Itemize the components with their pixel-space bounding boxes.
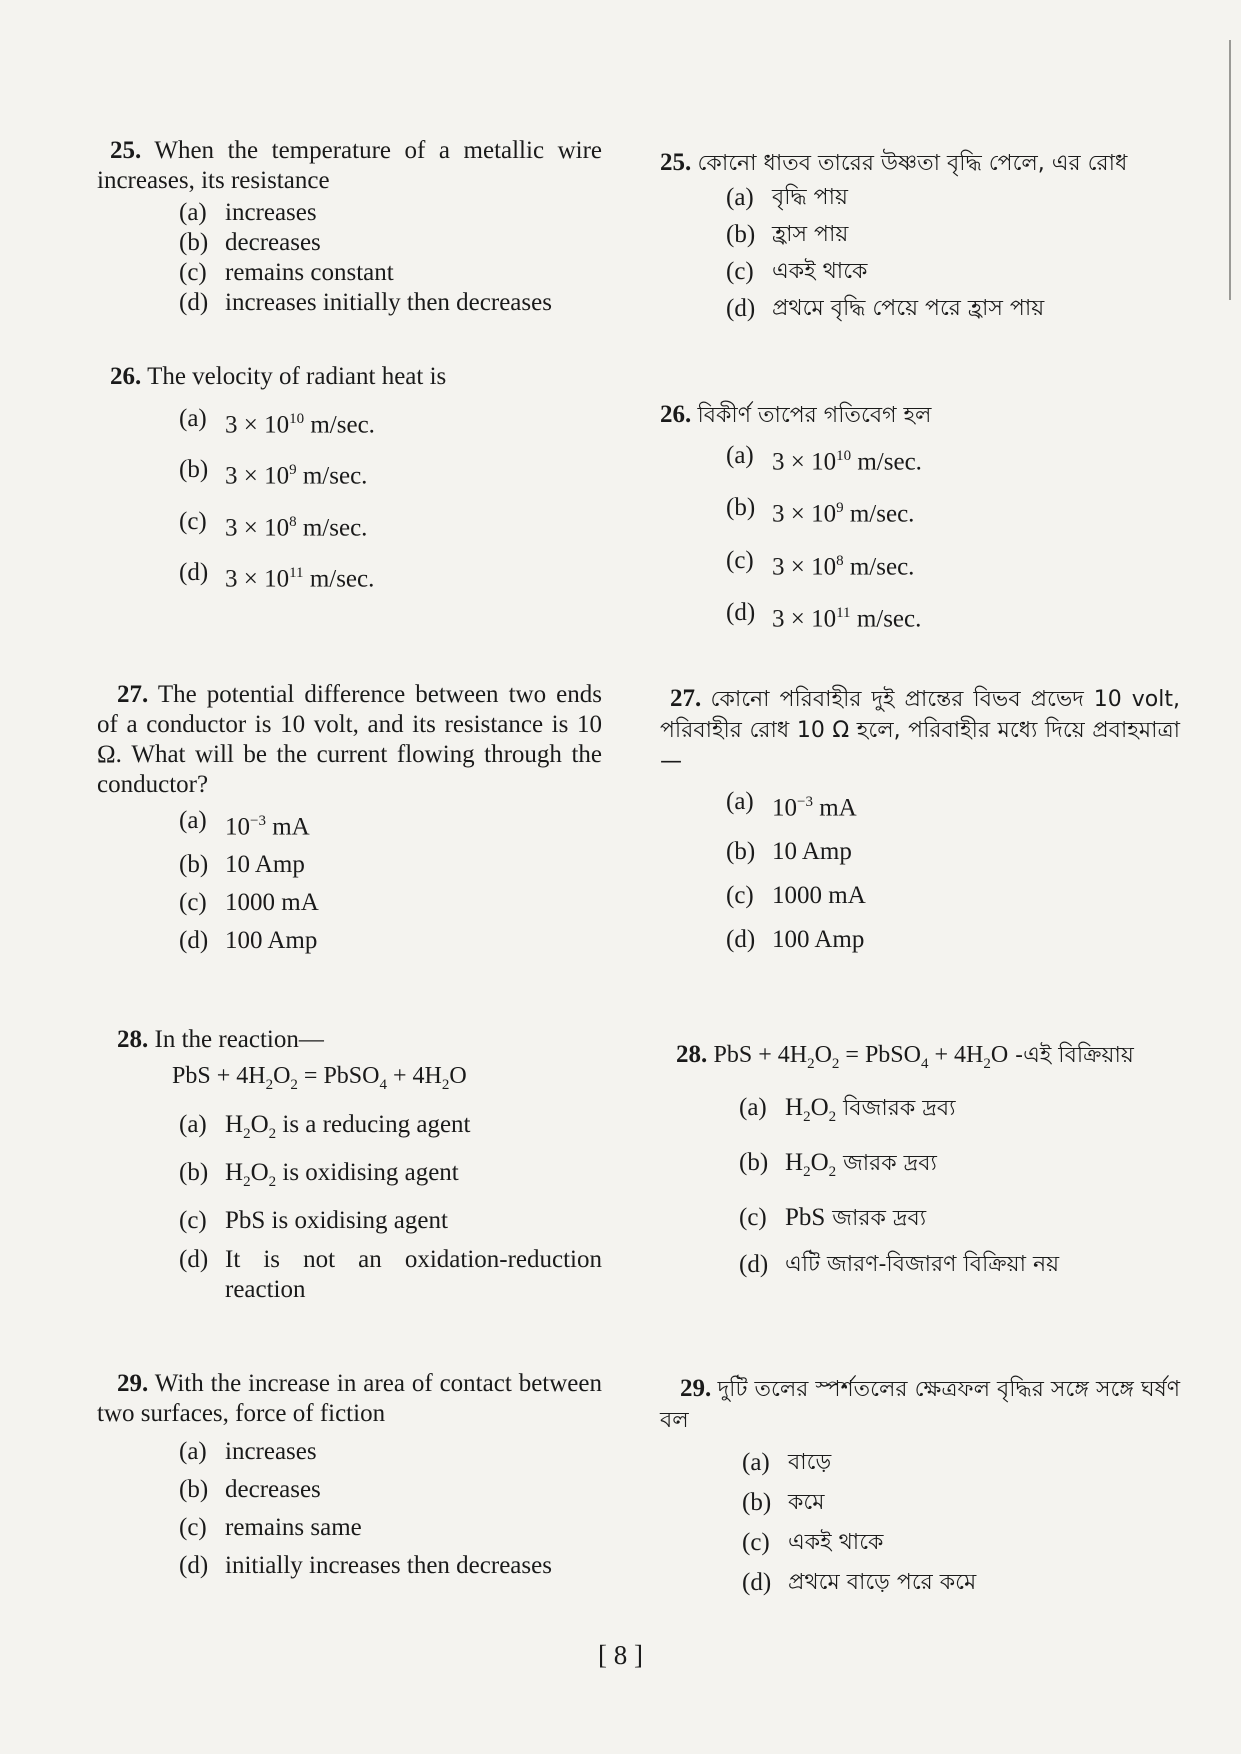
question-26-bn: 26. বিকীর্ণ তাপের গতিবেগ হল (a) $3 \times 10^{10}$ m/sec. (b) $3 \times 10^9$ m/sec. (c) $3 \times 10^8$ m/sec. (d) $3 \times 10^{11}$ m/sec. <box>660 400 1180 634</box>
question-28-bn: 28. PbS + $4H_2O_2$ = PbSO$_4$ + $4H_2O$ -এই বিক্রিয়ায় (a) $H_2O_2$ বিজারক দ্রব্য (b) $H_2O_2$ জারক দ্রব্য (c) PbS জারক দ্রব্য (d) এটি জারণ-বিজারণ বিক্রিয়া নয় <box>660 1040 1180 1280</box>
option-d: (d) প্রথমে বৃদ্ধি পেয়ে পরে হ্রাস পায় <box>726 295 1045 322</box>
page-number: [ 8 ] <box>598 1640 643 1670</box>
option-a: (a) বৃদ্ধি পায় <box>726 184 848 211</box>
option-d: (d) increases initially then decreases <box>179 289 552 316</box>
option-a: (a) $H_2O_2$ is a reducing agent <box>179 1110 471 1142</box>
option-d: (d) প্রথমে বাড়ে পরে কমে <box>742 1569 977 1596</box>
option-a: (a) $3 \times 10^{10}$ m/sec. <box>179 405 375 439</box>
option-c: (c) একই থাকে <box>742 1529 884 1556</box>
option-c: (c) একই থাকে <box>726 258 868 285</box>
option-d: (d) initially increases then decreases <box>179 1552 552 1579</box>
option-c: (c) remains constant <box>179 259 394 286</box>
option-a: (a) $3 \times 10^{10}$ m/sec. <box>726 442 922 476</box>
option-a: (a) $H_2O_2$ বিজারক দ্রব্য <box>739 1093 956 1125</box>
option-d: (d) It is not an oxidation-reduction reaction <box>179 1245 602 1303</box>
question-29-en: 29. With the increase in area of contact between two surfaces, force of fiction (a) increases (b) decreases (c) remains same (d) initially increases then decreases <box>97 1370 602 1579</box>
question-27-en: 27. The potential difference between two ends of a conductor is 10 volt, and its resistance is 10 Ω. What will be the current flowing through the conductor? (a) $10^{-3}$ mA (b) 10 Amp (c) 1000 mA (d) 100 Amp <box>97 681 602 955</box>
option-b: (b) decreases <box>179 1476 321 1503</box>
option-b: (b) 10 Amp <box>726 838 852 866</box>
option-c: (c) PbS জারক দ্রব্য <box>739 1203 927 1231</box>
option-d: (d) 100 Amp <box>726 926 865 954</box>
option-c: (c) PbS is oxidising agent <box>179 1206 448 1234</box>
question-28-en: 28. In the reaction— PbS + $4H_2O_2$ = PbSO$_4$ + $4H_2O$ (a) $H_2O_2$ is a reducing agent (b) $H_2O_2$ is oxidising agent (c) PbS is oxidising agent (d) It is not an oxidation-reduction reaction <box>97 1025 602 1305</box>
option-c: (c) remains same <box>179 1514 362 1541</box>
option-a: (a) increases <box>179 199 317 226</box>
option-b: (b) decreases <box>179 229 321 256</box>
option-d: (d) $3 \times 10^{11}$ m/sec. <box>726 598 922 633</box>
option-d: (d) এটি জারণ-বিজারণ বিক্রিয়া নয় <box>739 1250 1060 1278</box>
option-b: (b) $H_2O_2$ is oxidising agent <box>179 1158 459 1190</box>
option-a: (a) $10^{-3}$ mA <box>726 788 857 822</box>
option-c: (c) 1000 mA <box>726 882 866 910</box>
option-c: (c) $3 \times 10^8$ m/sec. <box>179 507 368 541</box>
question-26-en: 26. The velocity of radiant heat is (a) $3 \times 10^{10}$ m/sec. (b) $3 \times 10^9$ m/sec. (c) $3 \times 10^8$ m/sec. (d) $3 \times 10^{11}$ m/sec. <box>97 362 602 594</box>
option-c: (c) $3 \times 10^8$ m/sec. <box>726 546 915 580</box>
page-edge-shadow <box>1229 40 1231 300</box>
option-a: (a) $10^{-3}$ mA <box>179 807 310 841</box>
option-b: (b) কমে <box>742 1489 825 1516</box>
question-25-en: 25. When the temperature of a metallic wire increases, its resistance (a) increases (b) decreases (c) remains constant (d) increases initially then decreases <box>97 137 602 316</box>
reaction-equation: PbS + $4H_2O_2$ = PbSO$_4$ + $4H_2O$ <box>172 1063 467 1093</box>
option-d: (d) 100 Amp <box>179 927 318 955</box>
question-27-bn: 27. কোনো পরিবাহীর দুই প্রান্তের বিভব প্রভেদ 10 volt, পরিবাহীর রোধ 10 Ω হলে, পরিবাহীর মধ্যে দিয়ে প্রবাহমাত্রা— (a) $10^{-3}$ mA (b) 10 Amp (c) 1000 mA (d) 100 Amp <box>660 685 1181 954</box>
option-b: (b) $3 \times 10^9$ m/sec. <box>726 494 915 528</box>
option-a: (a) বাড়ে <box>742 1449 832 1476</box>
option-c: (c) 1000 mA <box>179 889 319 917</box>
option-d: (d) $3 \times 10^{11}$ m/sec. <box>179 558 375 593</box>
question-29-bn: 29. দুটি তলের স্পর্শতলের ক্ষেত্রফল বৃদ্ধির সঙ্গে সঙ্গে ঘর্ষণ বল (a) বাড়ে (b) কমে (c) একই থাকে (d) প্রথমে বাড়ে পরে কমে <box>660 1375 1180 1596</box>
option-b: (b) $3 \times 10^9$ m/sec. <box>179 456 368 490</box>
option-b: (b) $H_2O_2$ জারক দ্রব্য <box>739 1148 937 1180</box>
option-b: (b) হ্রাস পায় <box>726 221 849 248</box>
option-b: (b) 10 Amp <box>179 851 305 879</box>
option-a: (a) increases <box>179 1438 317 1465</box>
question-25-bn: 25. কোনো ধাতব তারের উষ্ণতা বৃদ্ধি পেলে, এর রোধ (a) বৃদ্ধি পায় (b) হ্রাস পায় (c) একই থাকে (d) প্রথমে বৃদ্ধি পেয়ে পরে হ্রাস পায় <box>660 148 1180 324</box>
